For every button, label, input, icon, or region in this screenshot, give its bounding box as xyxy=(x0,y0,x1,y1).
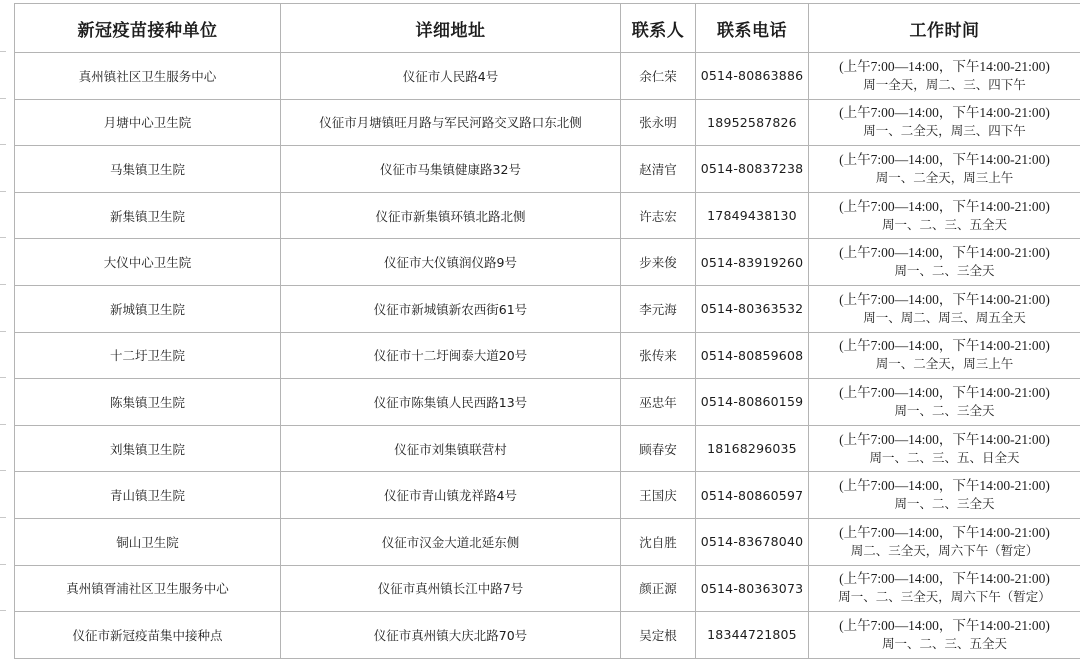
hours-days: 周一、周二、周三、周五全天 xyxy=(863,309,1026,325)
cell-unit: 大仪中心卫生院 xyxy=(15,239,281,286)
header-phone: 联系电话 xyxy=(696,4,809,53)
cell-contact: 张传来 xyxy=(621,332,696,379)
edge-tick xyxy=(0,144,6,145)
header-row xyxy=(15,4,1080,53)
cell-phone: 18168296035 xyxy=(696,425,809,472)
cell-phone: 0514-80363532 xyxy=(696,285,809,332)
cell-unit: 青山镇卫生院 xyxy=(15,472,281,519)
table-row xyxy=(15,239,1080,286)
cell-hours xyxy=(809,565,1080,612)
table-row xyxy=(15,146,1080,193)
header-hours: 工作时间 xyxy=(809,4,1080,53)
table-body xyxy=(15,53,1080,659)
hours-time-range: (上午7:00—14:00，下午14:00-21:00) xyxy=(839,338,1050,354)
cell-contact: 步来俊 xyxy=(621,239,696,286)
cell-phone: 0514-83678040 xyxy=(696,518,809,565)
hours-time-range: (上午7:00—14:00，下午14:00-21:00) xyxy=(839,58,1050,74)
edge-tick xyxy=(0,377,6,378)
cell-contact: 余仁荣 xyxy=(621,53,696,100)
cell-phone: 0514-80860597 xyxy=(696,472,809,519)
cell-unit: 十二圩卫生院 xyxy=(15,332,281,379)
cell-contact: 张永明 xyxy=(621,99,696,146)
cell-hours xyxy=(809,239,1080,286)
cell-contact: 许志宏 xyxy=(621,192,696,239)
cell-address: 仪征市汉金大道北延东侧 xyxy=(281,518,621,565)
cell-hours xyxy=(809,332,1080,379)
cell-unit: 新集镇卫生院 xyxy=(15,192,281,239)
hours-time-range: (上午7:00—14:00，下午14:00-21:00) xyxy=(839,291,1050,307)
hours-time-range: (上午7:00—14:00，下午14:00-21:00) xyxy=(839,105,1050,121)
table-row xyxy=(15,518,1080,565)
cell-contact: 赵清官 xyxy=(621,146,696,193)
hours-days: 周一、二全天，周三、四下午 xyxy=(863,123,1026,139)
cell-hours xyxy=(809,53,1080,100)
header-contact: 联系人 xyxy=(621,4,696,53)
cell-contact: 顾春安 xyxy=(621,425,696,472)
table-row xyxy=(15,379,1080,426)
hours-days: 周一全天，周二、三、四下午 xyxy=(863,76,1026,92)
hours-days: 周一、二、三全天 xyxy=(894,402,995,418)
hours-time-range: (上午7:00—14:00，下午14:00-21:00) xyxy=(839,431,1050,447)
cell-hours xyxy=(809,379,1080,426)
table-row xyxy=(15,332,1080,379)
cell-unit: 刘集镇卫生院 xyxy=(15,425,281,472)
hours-days: 周二、三全天，周六下午（暂定） xyxy=(850,542,1039,558)
table-row xyxy=(15,53,1080,100)
cell-hours xyxy=(809,146,1080,193)
table-header xyxy=(15,4,1080,53)
cell-phone: 0514-83919260 xyxy=(696,239,809,286)
cell-contact: 沈自胜 xyxy=(621,518,696,565)
hours-time-range: (上午7:00—14:00，下午14:00-21:00) xyxy=(839,384,1050,400)
hours-time-range: (上午7:00—14:00，下午14:00-21:00) xyxy=(839,524,1050,540)
cell-phone: 0514-80863886 xyxy=(696,53,809,100)
scan-edge-marks xyxy=(0,0,6,664)
hours-days: 周一、二全天，周三上午 xyxy=(875,169,1014,185)
cell-address: 仪征市人民路4号 xyxy=(281,53,621,100)
cell-unit: 仪征市新冠疫苗集中接种点 xyxy=(15,612,281,659)
edge-tick xyxy=(0,191,6,192)
cell-unit: 陈集镇卫生院 xyxy=(15,379,281,426)
edge-tick xyxy=(0,284,6,285)
cell-contact: 李元海 xyxy=(621,285,696,332)
hours-time-range: (上午7:00—14:00，下午14:00-21:00) xyxy=(839,571,1050,587)
header-address: 详细地址 xyxy=(281,4,621,53)
cell-phone: 18344721805 xyxy=(696,612,809,659)
edge-tick xyxy=(0,331,6,332)
cell-phone: 0514-80837238 xyxy=(696,146,809,193)
table-row xyxy=(15,565,1080,612)
cell-phone: 17849438130 xyxy=(696,192,809,239)
cell-address: 仪征市真州镇大庆北路70号 xyxy=(281,612,621,659)
cell-phone: 0514-80363073 xyxy=(696,565,809,612)
header-unit: 新冠疫苗接种单位 xyxy=(15,4,281,53)
vaccination-sites-table xyxy=(14,3,1080,659)
edge-tick xyxy=(0,517,6,518)
cell-hours xyxy=(809,425,1080,472)
table-row xyxy=(15,612,1080,659)
cell-address: 仪征市新集镇环镇北路北侧 xyxy=(281,192,621,239)
cell-hours xyxy=(809,285,1080,332)
cell-address: 仪征市青山镇龙祥路4号 xyxy=(281,472,621,519)
hours-days: 周一、二、三、五全天 xyxy=(881,216,1007,232)
hours-days: 周一、二、三全天 xyxy=(894,496,995,512)
cell-hours xyxy=(809,472,1080,519)
cell-address: 仪征市大仪镇润仪路9号 xyxy=(281,239,621,286)
cell-address: 仪征市刘集镇联营村 xyxy=(281,425,621,472)
hours-time-range: (上午7:00—14:00，下午14:00-21:00) xyxy=(839,478,1050,494)
hours-days: 周一、二全天，周三上午 xyxy=(875,356,1014,372)
hours-days: 周一、二、三、五全天 xyxy=(881,635,1007,651)
cell-unit: 真州镇胥浦社区卫生服务中心 xyxy=(15,565,281,612)
cell-contact: 王国庆 xyxy=(621,472,696,519)
cell-contact: 颜正源 xyxy=(621,565,696,612)
cell-address: 仪征市十二圩闽泰大道20号 xyxy=(281,332,621,379)
cell-hours xyxy=(809,192,1080,239)
hours-days: 周一、二、三全天，周六下午（暂定） xyxy=(838,589,1051,605)
cell-unit: 真州镇社区卫生服务中心 xyxy=(15,53,281,100)
cell-address: 仪征市新城镇新农西街61号 xyxy=(281,285,621,332)
edge-tick xyxy=(0,564,6,565)
hours-days: 周一、二、三全天 xyxy=(894,263,995,279)
cell-unit: 新城镇卫生院 xyxy=(15,285,281,332)
cell-phone: 0514-80859608 xyxy=(696,332,809,379)
cell-contact: 巫忠年 xyxy=(621,379,696,426)
cell-hours xyxy=(809,518,1080,565)
cell-unit: 铜山卫生院 xyxy=(15,518,281,565)
table-row xyxy=(15,192,1080,239)
cell-address: 仪征市陈集镇人民西路13号 xyxy=(281,379,621,426)
hours-time-range: (上午7:00—14:00，下午14:00-21:00) xyxy=(839,151,1050,167)
edge-tick xyxy=(0,237,6,238)
hours-days: 周一、二、三、五、日全天 xyxy=(869,449,1020,465)
table-row xyxy=(15,285,1080,332)
hours-time-range: (上午7:00—14:00，下午14:00-21:00) xyxy=(839,245,1050,261)
cell-address: 仪征市真州镇长江中路7号 xyxy=(281,565,621,612)
cell-contact: 吴定根 xyxy=(621,612,696,659)
cell-address: 仪征市马集镇健康路32号 xyxy=(281,146,621,193)
hours-time-range: (上午7:00—14:00，下午14:00-21:00) xyxy=(839,617,1050,633)
cell-unit: 月塘中心卫生院 xyxy=(15,99,281,146)
edge-tick xyxy=(0,98,6,99)
hours-time-range: (上午7:00—14:00，下午14:00-21:00) xyxy=(839,198,1050,214)
cell-phone: 18952587826 xyxy=(696,99,809,146)
cell-hours xyxy=(809,612,1080,659)
table-row xyxy=(15,472,1080,519)
edge-tick xyxy=(0,51,6,52)
cell-hours xyxy=(809,99,1080,146)
table-row xyxy=(15,425,1080,472)
cell-unit: 马集镇卫生院 xyxy=(15,146,281,193)
cell-phone: 0514-80860159 xyxy=(696,379,809,426)
edge-tick xyxy=(0,424,6,425)
edge-tick xyxy=(0,470,6,471)
edge-tick xyxy=(0,610,6,611)
table-row xyxy=(15,99,1080,146)
cell-address: 仪征市月塘镇旺月路与军民河路交叉路口东北侧 xyxy=(281,99,621,146)
